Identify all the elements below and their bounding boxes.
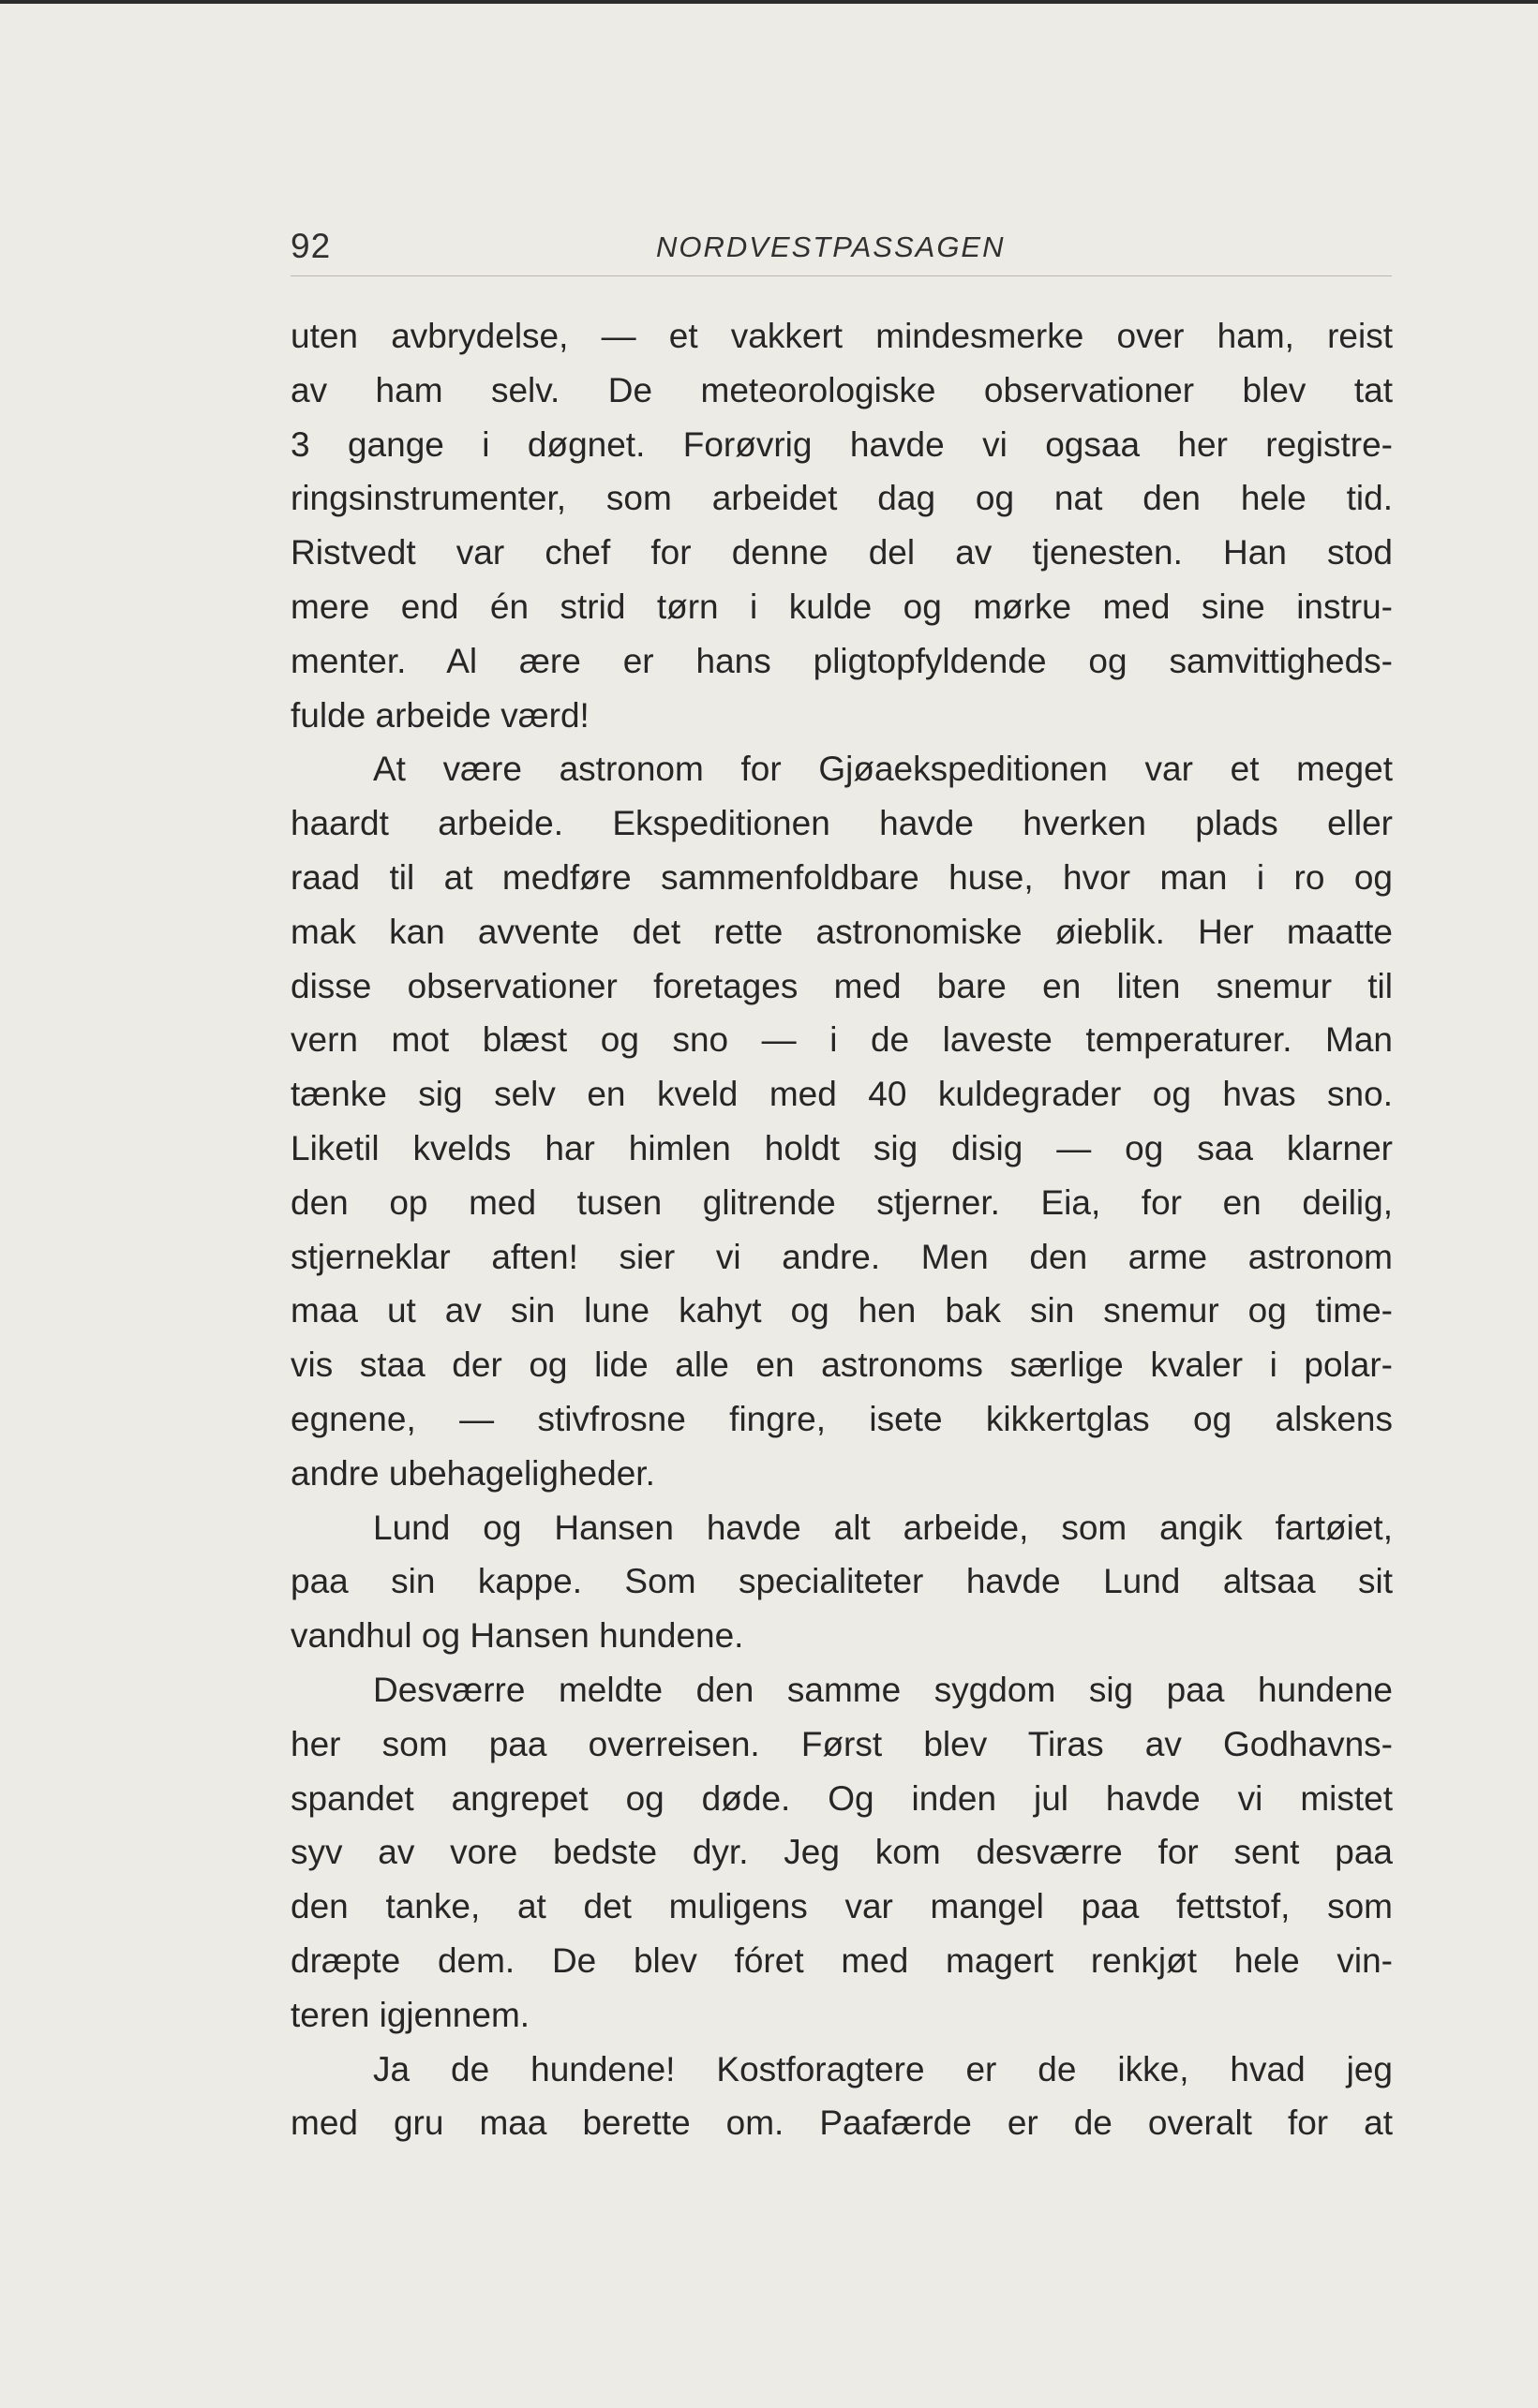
text-line: dræpte dem. De blev fóret med magert renkjøt hele vin- [291, 1940, 1393, 1980]
text-line: av ham selv. De meteorologiske observationer blev tat [291, 370, 1393, 409]
text-line: Ristvedt var chef for denne del av tjenesten. Han stod [291, 533, 1393, 572]
text-line: den op med tusen glitrende stjerner. Eia, for en deilig, [291, 1182, 1393, 1222]
text-line: raad til at medføre sammenfoldbare huse, hvor man i ro og [291, 857, 1393, 897]
text-line: menter. Al ære er hans pligtopfyldende og samvittigheds- [291, 641, 1393, 680]
text-line: 3 gange i døgnet. Forøvrig havde vi ogsaa her registre- [291, 424, 1393, 464]
text-line: mak kan avvente det rette astronomiske øieblik. Her maatte [291, 912, 1393, 951]
text-line: ringsinstrumenter, som arbeidet dag og nat den hele tid. [291, 479, 1393, 518]
text-line: Desværre meldte den samme sygdom sig paa hundene [373, 1670, 1393, 1709]
text-line: Liketil kvelds har himlen holdt sig disig — og saa klarner [291, 1128, 1393, 1167]
text-line: disse observationer foretages med bare en liten snemur til [291, 966, 1393, 1005]
text-line: mere end én strid tørn i kulde og mørke med sine instru- [291, 587, 1393, 626]
text-line: paa sin kappe. Som specialiteter havde Lund altsaa sit [291, 1562, 1393, 1601]
text-line: haardt arbeide. Ekspeditionen havde hverken plads eller [291, 804, 1393, 843]
text-line: andre ubehageligheder. [291, 1453, 655, 1493]
running-title: NORDVESTPASSAGEN [656, 230, 1006, 263]
text-line: tænke sig selv en kveld med 40 kuldegrader og hvas sno. [291, 1075, 1393, 1114]
text-line: her som paa overreisen. Først blev Tiras av Godhavns- [291, 1724, 1393, 1763]
text-line: vandhul og Hansen hundene. [291, 1616, 744, 1656]
text-line: maa ut av sin lune kahyt og hen bak sin snemur og time- [291, 1291, 1393, 1330]
page-number: 92 [291, 227, 332, 265]
text-line: teren igjennem. [291, 1995, 530, 2034]
text-line: spandet angrepet og døde. Og inden jul havde vi mistet [291, 1778, 1393, 1818]
text-line: stjerneklar aften! sier vi andre. Men den arme astronom [291, 1237, 1393, 1276]
text-line: med gru maa berette om. Paafærde er de overalt for at [291, 2103, 1393, 2143]
text-line: At være astronom for Gjøaekspeditionen var et meget [373, 750, 1393, 789]
text-line: fulde arbeide værd! [291, 695, 590, 735]
text-line: vis staa der og lide alle en astronoms særlige kvaler i polar- [291, 1345, 1393, 1385]
text-line: den tanke, at det muligens var mangel paa fettstof, som [291, 1887, 1393, 1926]
text-line: uten avbrydelse, — et vakkert mindesmerke over ham, reist [291, 317, 1393, 355]
text-line: Lund og Hansen havde alt arbeide, som angik fartøiet, [373, 1508, 1393, 1547]
page-header [291, 223, 1392, 276]
text-line: vern mot blæst og sno — i de laveste temperaturer. Man [291, 1020, 1393, 1060]
text-line: egnene, — stivfrosne fingre, isete kikkertglas og alskens [291, 1399, 1393, 1438]
body-text [291, 309, 1393, 2150]
text-line: syv av vore bedste dyr. Jeg kom desværre for sent paa [291, 1833, 1393, 1872]
text-line: Ja de hundene! Kostforagtere er de ikke, hvad jeg [373, 2049, 1393, 2088]
